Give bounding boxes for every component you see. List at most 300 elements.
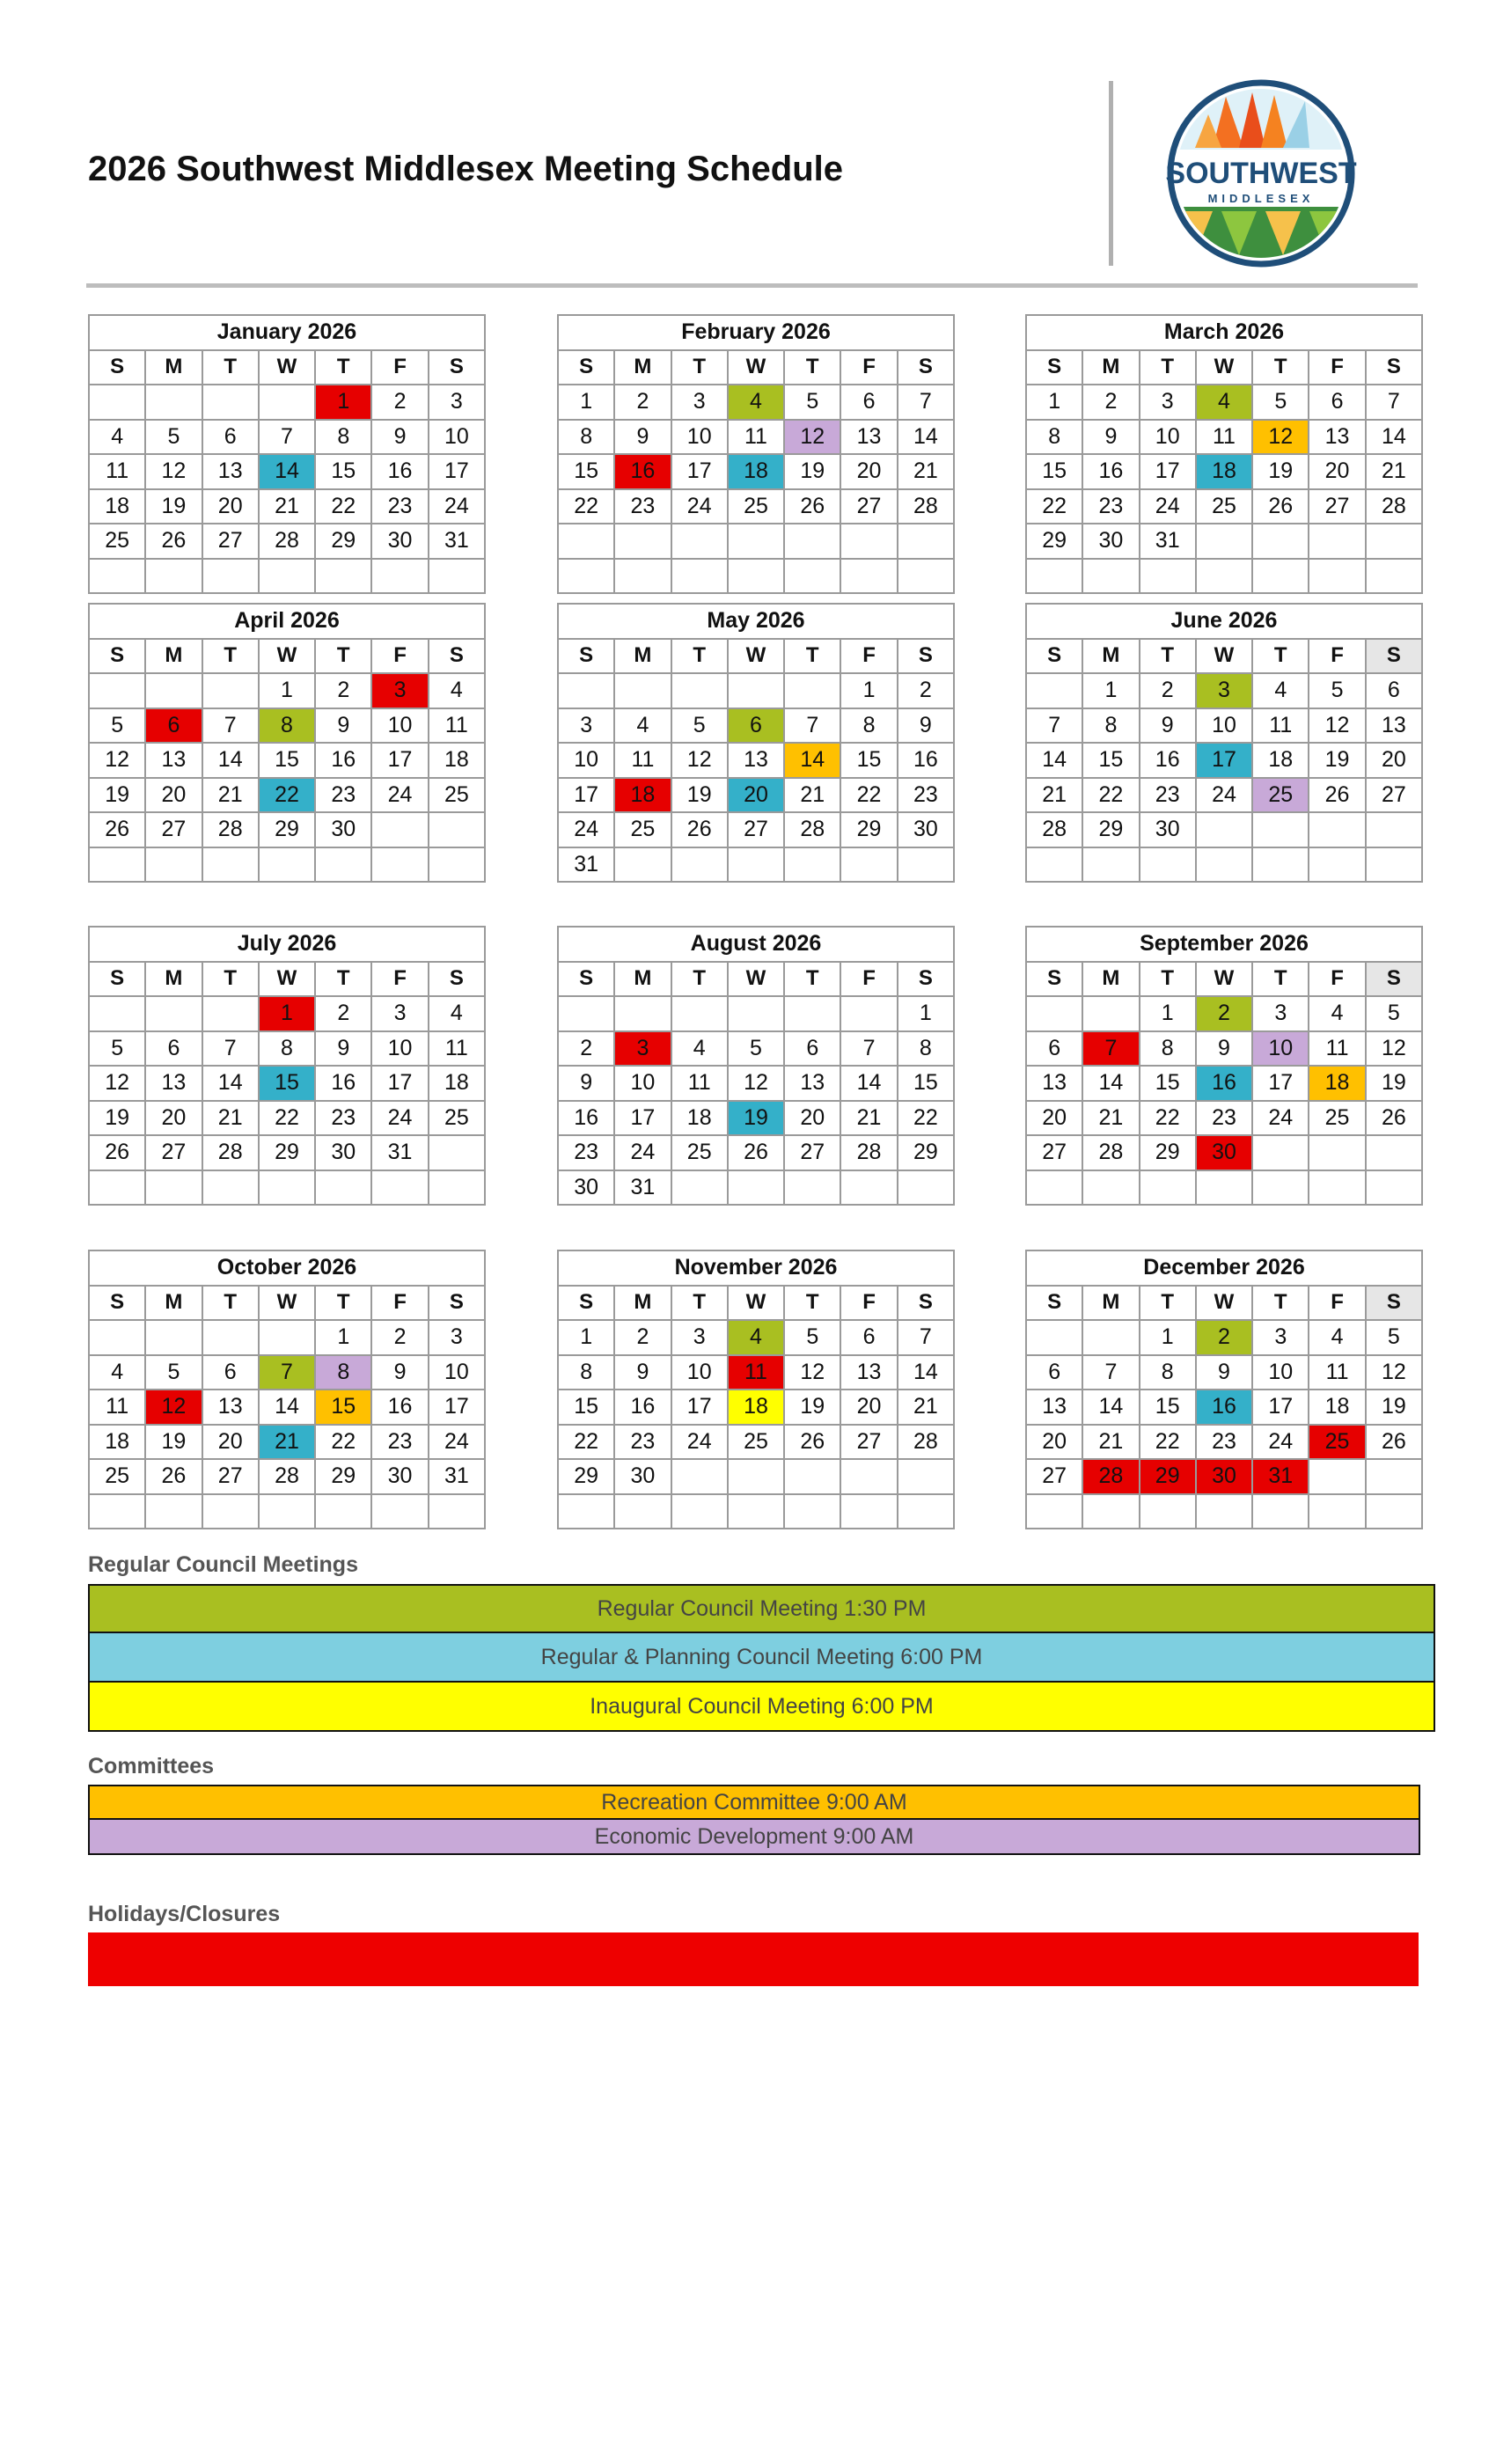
day-cell: 23 — [371, 1425, 428, 1460]
day-cell: 20 — [1366, 743, 1422, 778]
weekday-header: T — [1140, 962, 1196, 997]
empty-cell — [1140, 1170, 1196, 1206]
week-row — [1026, 1390, 1422, 1425]
day-cell: 27 — [145, 812, 202, 847]
day-cell: 23 — [558, 1135, 614, 1170]
day-cell: 27 — [784, 1135, 840, 1170]
day-cell: 16 — [371, 1390, 428, 1425]
weekday-header: F — [840, 639, 897, 674]
empty-cell — [728, 996, 784, 1031]
day-cell: 25 — [1309, 1101, 1365, 1136]
day-cell: 3 — [371, 673, 428, 708]
day-cell: 27 — [728, 812, 784, 847]
weekday-header: T — [1252, 639, 1309, 674]
month-title: June 2026 — [1026, 604, 1422, 639]
week-row — [558, 708, 954, 744]
day-cell: 10 — [1196, 708, 1252, 744]
day-cell: 17 — [1252, 1066, 1309, 1101]
month-title: September 2026 — [1026, 927, 1422, 962]
week-row — [1026, 1066, 1422, 1101]
empty-cell — [728, 673, 784, 708]
empty-cell — [728, 1459, 784, 1494]
day-cell: 13 — [202, 454, 259, 489]
empty-cell — [898, 524, 954, 559]
empty-cell — [1140, 847, 1196, 883]
day-cell: 10 — [429, 1355, 485, 1390]
week-row — [558, 743, 954, 778]
day-cell: 14 — [202, 1066, 259, 1101]
empty-cell — [1026, 559, 1082, 594]
weekday-header: W — [1196, 639, 1252, 674]
weekday-header: W — [1196, 962, 1252, 997]
week-row — [89, 778, 485, 813]
day-cell: 17 — [671, 454, 728, 489]
empty-cell — [728, 847, 784, 883]
day-cell: 2 — [371, 1320, 428, 1355]
day-cell: 30 — [898, 812, 954, 847]
weekday-header: T — [784, 1286, 840, 1321]
day-cell: 18 — [728, 1390, 784, 1425]
day-cell: 23 — [1140, 778, 1196, 813]
day-cell: 12 — [671, 743, 728, 778]
day-cell: 12 — [1366, 1031, 1422, 1067]
empty-cell — [371, 1170, 428, 1206]
empty-cell — [429, 1494, 485, 1529]
empty-cell — [1026, 847, 1082, 883]
empty-cell — [898, 559, 954, 594]
empty-cell — [558, 673, 614, 708]
day-cell: 7 — [259, 1355, 315, 1390]
empty-cell — [89, 385, 145, 420]
day-cell: 12 — [89, 1066, 145, 1101]
day-cell: 26 — [1366, 1425, 1422, 1460]
empty-cell — [1309, 812, 1365, 847]
day-cell: 12 — [728, 1066, 784, 1101]
day-cell: 10 — [671, 1355, 728, 1390]
empty-cell — [259, 385, 315, 420]
day-cell: 21 — [784, 778, 840, 813]
empty-cell — [1366, 1494, 1422, 1529]
day-cell: 3 — [1196, 673, 1252, 708]
day-cell: 7 — [898, 1320, 954, 1355]
empty-cell — [840, 1170, 897, 1206]
day-cell: 14 — [1082, 1066, 1139, 1101]
day-cell: 28 — [202, 1135, 259, 1170]
week-row — [89, 489, 485, 524]
day-cell: 5 — [1366, 1320, 1422, 1355]
week-row — [1026, 420, 1422, 455]
day-cell: 15 — [558, 454, 614, 489]
week-row — [1026, 812, 1422, 847]
page-title: 2026 Southwest Middlesex Meeting Schedule — [88, 150, 844, 188]
month-title: February 2026 — [558, 315, 954, 350]
day-cell: 14 — [1026, 743, 1082, 778]
empty-cell — [371, 1494, 428, 1529]
day-cell: 21 — [1082, 1101, 1139, 1136]
legend-committee-item: Recreation Committee 9:00 AM — [88, 1785, 1420, 1820]
week-row — [89, 1170, 485, 1206]
day-cell: 1 — [1026, 385, 1082, 420]
day-cell: 27 — [1309, 489, 1365, 524]
empty-cell — [1196, 812, 1252, 847]
empty-cell — [784, 524, 840, 559]
empty-cell — [840, 847, 897, 883]
day-cell: 26 — [89, 1135, 145, 1170]
day-cell: 24 — [1140, 489, 1196, 524]
day-cell: 16 — [614, 1390, 671, 1425]
week-row — [1026, 847, 1422, 883]
empty-cell — [429, 812, 485, 847]
weekday-header: M — [145, 350, 202, 385]
weekday-header: S — [1026, 639, 1082, 674]
day-cell: 25 — [89, 1459, 145, 1494]
week-row — [1026, 1425, 1422, 1460]
day-cell: 22 — [1082, 778, 1139, 813]
day-cell: 9 — [371, 1355, 428, 1390]
day-cell: 15 — [315, 1390, 371, 1425]
weekday-header: S — [429, 1286, 485, 1321]
empty-cell — [728, 524, 784, 559]
day-cell: 6 — [202, 1355, 259, 1390]
day-cell: 6 — [1026, 1355, 1082, 1390]
empty-cell — [259, 847, 315, 883]
empty-cell — [671, 673, 728, 708]
week-row — [558, 385, 954, 420]
day-cell: 26 — [728, 1135, 784, 1170]
empty-cell — [614, 1494, 671, 1529]
day-cell: 21 — [898, 1390, 954, 1425]
day-cell: 30 — [371, 1459, 428, 1494]
day-cell: 1 — [1140, 996, 1196, 1031]
weekday-header: M — [1082, 1286, 1139, 1321]
empty-cell — [202, 1494, 259, 1529]
empty-cell — [840, 1459, 897, 1494]
day-cell: 5 — [784, 385, 840, 420]
day-cell: 26 — [89, 812, 145, 847]
week-row — [89, 1101, 485, 1136]
month-title: October 2026 — [89, 1250, 485, 1286]
day-cell: 17 — [429, 1390, 485, 1425]
day-cell: 25 — [1196, 489, 1252, 524]
day-cell: 11 — [671, 1066, 728, 1101]
day-cell: 29 — [315, 524, 371, 559]
day-cell: 23 — [315, 1101, 371, 1136]
day-cell: 24 — [671, 489, 728, 524]
day-cell: 7 — [840, 1031, 897, 1067]
day-cell: 26 — [1252, 489, 1309, 524]
svg-text:SOUTHWEST: SOUTHWEST — [1165, 157, 1357, 190]
day-cell: 11 — [728, 1355, 784, 1390]
day-cell: 22 — [558, 1425, 614, 1460]
month-august — [557, 926, 955, 1206]
empty-cell — [614, 559, 671, 594]
day-cell: 18 — [1196, 454, 1252, 489]
empty-cell — [1252, 524, 1309, 559]
day-cell: 21 — [202, 778, 259, 813]
day-cell: 31 — [429, 1459, 485, 1494]
day-cell: 23 — [898, 778, 954, 813]
weekday-header: S — [1366, 962, 1422, 997]
day-cell: 5 — [145, 1355, 202, 1390]
empty-cell — [1026, 673, 1082, 708]
day-cell: 15 — [259, 1066, 315, 1101]
day-cell: 29 — [1140, 1459, 1196, 1494]
day-cell: 9 — [315, 708, 371, 744]
day-cell: 21 — [840, 1101, 897, 1136]
day-cell: 27 — [202, 1459, 259, 1494]
weekday-header: S — [898, 962, 954, 997]
day-cell: 14 — [784, 743, 840, 778]
weekday-header: M — [145, 1286, 202, 1321]
empty-cell — [1252, 1135, 1309, 1170]
day-cell: 4 — [429, 673, 485, 708]
weekday-header: S — [1366, 1286, 1422, 1321]
weekday-header: F — [840, 1286, 897, 1321]
day-cell: 19 — [1366, 1066, 1422, 1101]
day-cell: 29 — [840, 812, 897, 847]
empty-cell — [1366, 1170, 1422, 1206]
empty-cell — [259, 559, 315, 594]
day-cell: 14 — [259, 454, 315, 489]
svg-text:MIDDLESEX: MIDDLESEX — [1207, 192, 1315, 205]
calendar-grid — [88, 314, 1421, 1530]
week-row — [558, 1170, 954, 1206]
empty-cell — [784, 1459, 840, 1494]
week-row — [1026, 454, 1422, 489]
week-row — [89, 1066, 485, 1101]
day-cell: 23 — [614, 1425, 671, 1460]
week-row — [1026, 673, 1422, 708]
day-cell: 3 — [371, 996, 428, 1031]
weekday-header: T — [315, 962, 371, 997]
day-cell: 20 — [784, 1101, 840, 1136]
day-cell: 1 — [840, 673, 897, 708]
empty-cell — [1196, 1170, 1252, 1206]
empty-cell — [784, 1494, 840, 1529]
weekday-header: W — [259, 350, 315, 385]
empty-cell — [1309, 1459, 1365, 1494]
day-cell: 12 — [784, 420, 840, 455]
day-cell: 9 — [614, 420, 671, 455]
weekday-header: F — [1309, 350, 1365, 385]
day-cell: 20 — [1026, 1425, 1082, 1460]
holidays-title: Holidays/Closures — [88, 1902, 281, 1926]
day-cell: 5 — [728, 1031, 784, 1067]
day-cell: 13 — [840, 420, 897, 455]
day-cell: 25 — [728, 489, 784, 524]
empty-cell — [145, 1170, 202, 1206]
empty-cell — [1082, 1494, 1139, 1529]
day-cell: 24 — [371, 778, 428, 813]
day-cell: 12 — [145, 1390, 202, 1425]
weekday-header: F — [371, 1286, 428, 1321]
empty-cell — [671, 559, 728, 594]
day-cell: 24 — [1196, 778, 1252, 813]
month-title: August 2026 — [558, 927, 954, 962]
day-cell: 8 — [315, 1355, 371, 1390]
empty-cell — [1140, 1494, 1196, 1529]
weekday-header: S — [1026, 1286, 1082, 1321]
day-cell: 26 — [145, 524, 202, 559]
day-cell: 27 — [1366, 778, 1422, 813]
weekday-header: T — [784, 639, 840, 674]
empty-cell — [315, 1170, 371, 1206]
weekday-header: W — [728, 639, 784, 674]
day-cell: 7 — [1026, 708, 1082, 744]
empty-cell — [202, 559, 259, 594]
weekday-header: T — [1252, 1286, 1309, 1321]
empty-cell — [1309, 559, 1365, 594]
day-cell: 14 — [840, 1066, 897, 1101]
day-cell: 22 — [259, 1101, 315, 1136]
day-cell: 17 — [371, 743, 428, 778]
empty-cell — [89, 847, 145, 883]
empty-cell — [614, 847, 671, 883]
empty-cell — [1309, 1494, 1365, 1529]
day-cell: 25 — [728, 1425, 784, 1460]
day-cell: 12 — [784, 1355, 840, 1390]
weekday-header: M — [614, 962, 671, 997]
weekday-header: F — [1309, 1286, 1365, 1321]
month-december — [1025, 1250, 1423, 1529]
empty-cell — [202, 847, 259, 883]
day-cell: 25 — [614, 812, 671, 847]
empty-cell — [1082, 1170, 1139, 1206]
empty-cell — [202, 1320, 259, 1355]
day-cell: 20 — [840, 1390, 897, 1425]
week-row — [89, 454, 485, 489]
empty-cell — [371, 559, 428, 594]
day-cell: 4 — [89, 420, 145, 455]
day-cell: 5 — [145, 420, 202, 455]
empty-cell — [259, 1494, 315, 1529]
day-cell: 17 — [671, 1390, 728, 1425]
day-cell: 12 — [1252, 420, 1309, 455]
week-row — [558, 673, 954, 708]
day-cell: 28 — [898, 489, 954, 524]
day-cell: 24 — [1252, 1101, 1309, 1136]
day-cell: 15 — [898, 1066, 954, 1101]
day-cell: 8 — [1140, 1031, 1196, 1067]
day-cell: 25 — [89, 524, 145, 559]
day-cell: 20 — [145, 1101, 202, 1136]
empty-cell — [1252, 1494, 1309, 1529]
day-cell: 24 — [1252, 1425, 1309, 1460]
day-cell: 18 — [1252, 743, 1309, 778]
week-row — [558, 1031, 954, 1067]
day-cell: 28 — [840, 1135, 897, 1170]
week-row — [558, 1066, 954, 1101]
day-cell: 30 — [315, 1135, 371, 1170]
empty-cell — [145, 847, 202, 883]
day-cell: 9 — [1082, 420, 1139, 455]
day-cell: 11 — [1252, 708, 1309, 744]
day-cell: 24 — [671, 1425, 728, 1460]
empty-cell — [1082, 1320, 1139, 1355]
day-cell: 8 — [259, 708, 315, 744]
day-cell: 31 — [1140, 524, 1196, 559]
weekday-header: T — [1140, 1286, 1196, 1321]
weekday-header: M — [1082, 350, 1139, 385]
weekday-header: S — [558, 639, 614, 674]
day-cell: 8 — [315, 420, 371, 455]
day-cell: 26 — [671, 812, 728, 847]
month-title: January 2026 — [89, 315, 485, 350]
day-cell: 16 — [558, 1101, 614, 1136]
day-cell: 1 — [1140, 1320, 1196, 1355]
day-cell: 9 — [1196, 1355, 1252, 1390]
empty-cell — [728, 1494, 784, 1529]
day-cell: 16 — [1140, 743, 1196, 778]
day-cell: 23 — [1196, 1425, 1252, 1460]
day-cell: 29 — [1026, 524, 1082, 559]
day-cell: 17 — [558, 778, 614, 813]
day-cell: 1 — [315, 385, 371, 420]
day-cell: 11 — [89, 454, 145, 489]
day-cell: 20 — [1026, 1101, 1082, 1136]
empty-cell — [145, 1494, 202, 1529]
day-cell: 26 — [784, 489, 840, 524]
committees-title: Committees — [88, 1754, 215, 1778]
week-row — [89, 524, 485, 559]
day-cell: 1 — [898, 996, 954, 1031]
weekday-header: S — [429, 962, 485, 997]
day-cell: 12 — [89, 743, 145, 778]
month-november — [557, 1250, 955, 1529]
month-september — [1025, 926, 1423, 1206]
weekday-header: T — [784, 962, 840, 997]
month-january — [88, 314, 486, 594]
day-cell: 19 — [784, 454, 840, 489]
weekday-header: W — [728, 1286, 784, 1321]
empty-cell — [429, 1135, 485, 1170]
day-cell: 13 — [145, 1066, 202, 1101]
day-cell: 20 — [728, 778, 784, 813]
empty-cell — [1196, 847, 1252, 883]
day-cell: 18 — [614, 778, 671, 813]
weekday-header: W — [1196, 1286, 1252, 1321]
day-cell: 18 — [89, 1425, 145, 1460]
day-cell: 31 — [371, 1135, 428, 1170]
weekday-header: S — [429, 350, 485, 385]
day-cell: 6 — [145, 1031, 202, 1067]
empty-cell — [371, 847, 428, 883]
day-cell: 29 — [259, 1135, 315, 1170]
day-cell: 8 — [898, 1031, 954, 1067]
empty-cell — [145, 673, 202, 708]
day-cell: 25 — [1252, 778, 1309, 813]
weekday-header: S — [1366, 350, 1422, 385]
day-cell: 26 — [1309, 778, 1365, 813]
empty-cell — [1366, 524, 1422, 559]
week-row — [89, 420, 485, 455]
day-cell: 4 — [671, 1031, 728, 1067]
day-cell: 3 — [1252, 996, 1309, 1031]
day-cell: 10 — [371, 708, 428, 744]
week-row — [89, 1320, 485, 1355]
day-cell: 17 — [1252, 1390, 1309, 1425]
day-cell: 27 — [202, 524, 259, 559]
day-cell: 8 — [1026, 420, 1082, 455]
day-cell: 24 — [614, 1135, 671, 1170]
week-row — [558, 559, 954, 594]
day-cell: 8 — [558, 420, 614, 455]
empty-cell — [840, 559, 897, 594]
month-title: April 2026 — [89, 604, 485, 639]
day-cell: 15 — [840, 743, 897, 778]
weekday-header: S — [558, 350, 614, 385]
day-cell: 21 — [259, 489, 315, 524]
